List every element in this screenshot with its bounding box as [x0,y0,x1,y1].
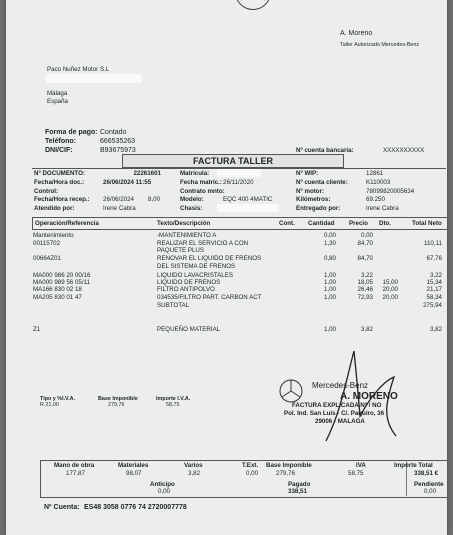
col-net-total: Total Neto [412,220,442,227]
attended-value: Irene Cabra [103,205,136,212]
control-label: Control: [34,188,59,195]
cell-price: 26,46 [357,286,373,293]
plate-label: Matrícula: [180,170,210,177]
chassis-label: Chasis: [180,205,203,212]
redacted-address [46,74,142,83]
labor-value: 177,87 [66,470,85,477]
cell-ref: 00115702 [33,240,61,247]
cell-qty: 1,00 [323,326,336,333]
tax-id-value: B93675973 [100,147,136,154]
doc-date-label: Fecha/Hora doc.: [34,179,85,186]
tax-base-value: 279,76 [108,402,125,408]
cell-ref: MA205 830 01 47 [33,294,82,301]
paid-label: Pagado [288,481,311,488]
cell-qty: 1,00 [323,272,336,279]
engine-number-label: Nº motor: [296,188,325,195]
advance-label: Anticipo [150,481,175,488]
vat-value: 58,75 [348,470,364,477]
redacted-plate [217,169,261,177]
cell-dto: 20,00 [382,286,398,293]
misc-label: Varios [184,462,203,469]
invoice-title: FACTURA TALLER [193,156,273,166]
total-amount-value: 338,51 € [414,470,439,477]
labor-label: Mano de obra [54,462,95,469]
taxable-base-value: 279,76 [276,470,295,477]
vat-label: IVA [356,462,366,469]
col-discount: Dto. [379,220,392,227]
client-number-value: K110003 [366,179,391,186]
account-label: Nº Cuenta: [44,504,80,511]
total-amount-label: Importe Total [394,462,433,469]
maintenance-contract-label: Contrato mnto: [180,188,225,195]
cell-qty: 1,00 [323,294,336,301]
col-quantity: Cantidad [308,220,335,227]
cell-ref: Mantenimiento [33,232,74,239]
cell-qty: 1,00 [323,286,336,293]
doc-number-value: 22261601 [133,170,161,177]
col-price: Precio [349,220,368,227]
cell-desc: REALIZAR EL SERVICIO A CON [157,240,249,247]
tax-type-label: Tipo y %I.V.A. [40,396,76,402]
cell-ref: MA166 830 02 18 [33,286,82,293]
client-number-label: Nº cuenta cliente: [296,179,348,186]
tax-id-label: DNI/CIF: [45,147,73,154]
engine-number-value: 78099820005634 [366,188,415,195]
stamp-line2: Pol. Ind. San Luis - C/. Paquiro, 36 [284,410,385,417]
stamp-name: A. MORENO [340,391,398,402]
model-value: EQC 400 4MATIC [223,196,273,203]
cell-desc: FILTRO ANTIPOLVO [157,286,215,293]
attended-label: Atendido por: [34,205,75,212]
stamp-line3: 29006 - MALAGA [315,418,365,425]
misc-value: 3,82 [188,470,201,477]
cell-total: 67,76 [426,255,442,262]
cell-desc: -MANTENIMIENTO A [157,232,217,239]
signature-icon [296,341,416,451]
cell-desc: LIQUIDO LAVACRISTALES [157,272,233,279]
customer-name: Paco Nuñez Motor S.L [47,66,110,73]
cell-total: 3,22 [429,272,442,279]
tax-type-value: R 21,00 [40,402,59,408]
dealer-name: A. Moreno [340,30,373,37]
cell-qty: 0,80 [323,255,336,262]
invoice-page [6,0,447,535]
col-operation: Operación/Referencia [35,220,99,227]
cell-dto: 15,00 [382,279,398,286]
cell-desc: 034535/FILTRO PART. CARBON ACT [157,294,262,301]
cell-desc: LIQUIDO DE FRENOS [157,279,221,286]
cell-desc: DEL SISTEMA DE FRENOS [157,263,236,270]
cell-qty: 1,00 [323,279,336,286]
cell-ref: 00664Z01 [33,255,61,262]
cell-desc: PEQUEÑO MATERIAL [157,326,221,333]
stamp-brand: Mercedes-Benz [312,381,369,390]
customer-country: España [47,98,68,105]
cell-total: 15,34 [426,279,442,286]
mileage-label: Kilómetros: [296,196,331,203]
cell-ref: MA000 986 20 00/16 [33,272,91,279]
tax-base-label: Base Imponible [98,396,138,402]
customer-city: Málaga [47,90,68,97]
pending-value: 0,00 [424,488,437,495]
reception-value: 26/06/2024 [103,196,134,203]
tvat-label: T.Ext. [242,462,259,469]
cell-total: 21,17 [426,286,442,293]
cell-total: 58,34 [426,294,442,301]
dealer-subtitle: Taller Autorizado Mercedes-Benz [340,42,420,48]
model-label: Modelo: [180,196,204,203]
cell-qty: 0,00 [323,232,336,239]
advance-value: 0,00 [158,488,171,495]
col-description: Texto/Descripción [157,220,211,227]
cell-price: 84,70 [357,255,373,262]
wip-label: Nº WIP: [296,170,319,177]
bank-account-value: XXXXXXXXXX [383,147,425,154]
payment-method-label: Forma de pago: [45,129,98,136]
cell-price: 84,70 [357,240,373,247]
cell-ref: MA000 989 56 05/11 [33,279,90,286]
reception-label: Fecha/Hora recep.: [34,196,90,203]
cell-price: 3,82 [360,326,373,333]
bank-account-label: Nº cuenta bancaria: [296,147,354,154]
registration-date-value: 26/11/2020 [223,179,254,186]
cell-total: 3,82 [429,326,442,333]
reception-time: 8,00 [148,196,161,203]
account-value: ES48 3058 0776 74 2720007778 [84,504,187,511]
pending-label: Pendiente [414,481,444,488]
stamp-line1: FACTURA EXPLICADA Nº / NO [292,402,382,409]
col-cont: Cont. [279,220,295,227]
invoice-title-box [122,154,344,168]
cell-price: 3,22 [360,272,373,279]
cell-dto: 20,00 [382,294,398,301]
payment-method-value: Contado [100,129,127,136]
brand-logo-icon [235,0,271,10]
mileage-value: 69.250 [366,196,385,203]
cell-price: 18,05 [357,279,373,286]
tax-amount-value: 58,75 [166,402,180,408]
divider [32,168,446,169]
cell-desc: RENOVAR EL LIQUIDO DE FRENOS [157,255,262,262]
paid-value: 338,51 [288,488,307,495]
delivered-label: Entregado por: [296,205,341,212]
cell-price: 0,00 [360,232,373,239]
doc-date-value: 26/06/2024 11:55 [103,179,152,186]
phone-value: 666535263 [100,138,136,145]
delivered-value: Irene Cabra [366,205,399,212]
cell-ref: Z1 [33,326,41,333]
materials-value: 98,07 [126,470,142,477]
tax-amount-label: Importe I.V.A. [156,396,191,402]
phone-label: Teléfono: [45,138,76,145]
wip-value: 12861 [366,170,384,177]
cell-qty: 1,30 [323,240,336,247]
cell-price: 72,93 [357,294,373,301]
taxable-base-label: Base Imponible [266,462,312,469]
tvat-value: 0,00 [246,470,259,477]
redacted-chassis [217,204,279,212]
cell-desc: SUBTOTAL [157,302,190,309]
doc-number-label: Nº DOCUMENTO: [34,170,85,177]
cell-total: 110,11 [423,240,442,247]
registration-date-label: Fecha matríc.: [180,179,222,186]
cell-total: 275,94 [423,302,442,309]
materials-label: Materiales [118,462,149,469]
cell-desc: PAQUETE PLUS [157,247,204,254]
